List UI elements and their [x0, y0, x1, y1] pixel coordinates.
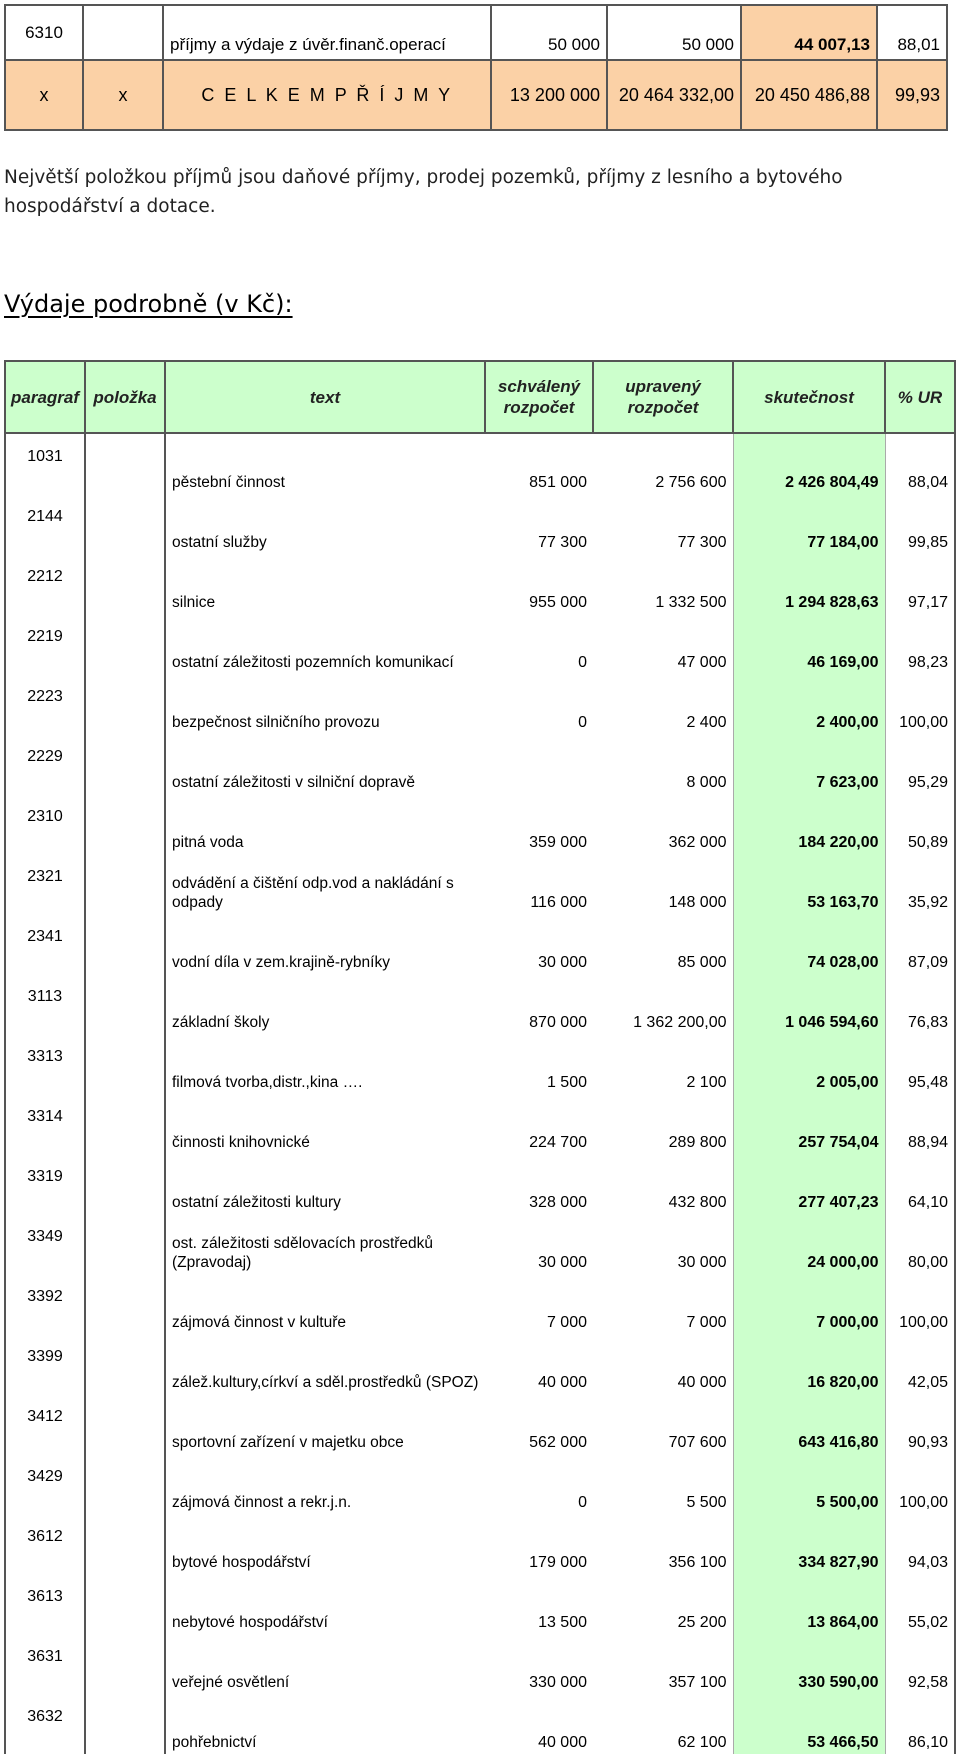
paragraf-cell: 2219: [5, 614, 85, 674]
text-cell: ostatní záležitosti v silniční dopravě: [172, 774, 415, 791]
expense-table: [4, 360, 956, 1754]
approved-budget-cell: 851 000: [529, 474, 587, 491]
polozka-cell: [85, 1574, 165, 1634]
polozka-cell: [85, 1394, 165, 1454]
actual-cell: 13 864,00: [733, 1574, 885, 1634]
text-cell: silnice: [172, 594, 216, 611]
actual-cell: 277 407,23: [733, 1154, 885, 1214]
actual-cell: 53 466,50: [733, 1694, 885, 1754]
text-cell: pitná voda: [172, 834, 244, 851]
polozka-cell: [85, 1334, 165, 1394]
actual-cell: 77 184,00: [733, 494, 885, 554]
total-adjusted-cell: 20 464 332,00: [607, 60, 741, 130]
table-row: [5, 433, 955, 494]
polozka-cell: [85, 1514, 165, 1574]
total-label: C E L K E M P Ř Í J M Y: [163, 60, 491, 130]
percent-cell: 86,10: [885, 1694, 955, 1754]
adjusted-budget-cell: 62 100: [677, 1734, 727, 1751]
text-cell: ostatní služby: [172, 534, 267, 551]
actual-cell: 1 046 594,60: [733, 974, 885, 1034]
polozka-cell: [85, 1634, 165, 1694]
percent-cell: 100,00: [885, 674, 955, 734]
adjusted-budget-cell: 2 756 600: [655, 474, 727, 491]
approved-budget-cell: 7 000: [546, 1314, 587, 1331]
paragraf-cell: 2310: [5, 794, 85, 854]
paragraf-cell: 3113: [5, 974, 85, 1034]
table-row: [5, 1154, 955, 1214]
actual-cell: 7 623,00: [733, 734, 885, 794]
actual-cell: 44 007,13: [741, 5, 877, 60]
text-cell: základní školy: [172, 1014, 270, 1031]
adjusted-budget-cell: 25 200: [677, 1614, 727, 1631]
adjusted-budget-cell: 50 000: [607, 5, 741, 60]
polozka-cell: [85, 734, 165, 794]
actual-cell: 184 220,00: [733, 794, 885, 854]
actual-cell: 46 169,00: [733, 614, 885, 674]
approved-budget-cell: [485, 734, 593, 794]
header-percent: % UR: [885, 361, 955, 433]
total-paragraf-cell: x: [5, 60, 83, 130]
text-cell: činnosti knihovnické: [172, 1134, 310, 1151]
text-cell: vodní díla v zem.krajině-rybníky: [172, 954, 390, 971]
paragraf-cell: 2223: [5, 674, 85, 734]
table-row: [5, 1214, 955, 1274]
table-row: [5, 1694, 955, 1754]
percent-cell: 64,10: [885, 1154, 955, 1214]
adjusted-budget-cell: 30 000: [677, 1254, 727, 1271]
approved-budget-cell: 30 000: [538, 954, 587, 971]
approved-budget-cell: 77 300: [538, 534, 587, 551]
text-cell: ostatní záležitosti pozemních komunikací: [172, 654, 454, 671]
polozka-cell: [85, 614, 165, 674]
adjusted-budget-cell: 362 000: [668, 834, 727, 851]
adjusted-budget-cell: 77 300: [677, 534, 727, 551]
percent-cell: 88,01: [877, 5, 947, 60]
table-row: [5, 554, 955, 614]
actual-cell: 2 400,00: [733, 674, 885, 734]
text-cell: nebytové hospodářství: [172, 1614, 328, 1631]
text-cell: zálež.kultury,církví a sděl.prostředků (SPOZ): [172, 1374, 479, 1391]
text-cell: veřejné osvětlení: [172, 1674, 290, 1691]
paragraf-cell: 2341: [5, 914, 85, 974]
polozka-cell: [85, 1694, 165, 1754]
paragraf-cell: 3392: [5, 1274, 85, 1334]
percent-cell: 76,83: [885, 974, 955, 1034]
polozka-cell: [83, 5, 163, 60]
adjusted-budget-cell: 8 000: [686, 774, 727, 791]
table-row: [5, 1454, 955, 1514]
approved-budget-cell: 330 000: [529, 1674, 587, 1691]
text-cell: zájmová činnost v kultuře: [172, 1314, 347, 1331]
text-cell: ostatní záležitosti kultury: [172, 1194, 341, 1211]
percent-cell: 97,17: [885, 554, 955, 614]
approved-budget-cell: 30 000: [538, 1254, 587, 1271]
paragraf-cell: 3632: [5, 1694, 85, 1754]
percent-cell: 94,03: [885, 1514, 955, 1574]
adjusted-budget-cell: 40 000: [677, 1374, 727, 1391]
header-adjusted-budget: upravený rozpočet: [593, 361, 733, 433]
approved-budget-cell: 1 500: [546, 1074, 587, 1091]
total-approved-cell: 13 200 000: [491, 60, 607, 130]
text-cell: příjmy a výdaje z úvěr.finanč.operací: [163, 5, 491, 60]
adjusted-budget-cell: 356 100: [668, 1554, 727, 1571]
actual-cell: 1 294 828,63: [733, 554, 885, 614]
polozka-cell: [85, 494, 165, 554]
table-row: [5, 854, 955, 914]
polozka-cell: [85, 1214, 165, 1274]
approved-budget-cell: 40 000: [538, 1374, 587, 1391]
percent-cell: 42,05: [885, 1334, 955, 1394]
actual-cell: 2 426 804,49: [733, 433, 885, 494]
table-row: [5, 1514, 955, 1574]
total-percent-cell: 99,93: [877, 60, 947, 130]
text-cell: bezpečnost silničního provozu: [172, 714, 380, 731]
percent-cell: 88,04: [885, 433, 955, 494]
adjusted-budget-cell: 7 000: [686, 1314, 727, 1331]
text-cell: pěstební činnost: [172, 474, 285, 491]
approved-budget-cell: 0: [578, 1494, 587, 1511]
adjusted-budget-cell: 289 800: [668, 1134, 727, 1151]
actual-cell: 5 500,00: [733, 1454, 885, 1514]
percent-cell: 80,00: [885, 1214, 955, 1274]
expense-header-row: [5, 361, 955, 433]
header-paragraf: paragraf: [5, 361, 85, 433]
paragraf-cell: 3613: [5, 1574, 85, 1634]
paragraf-cell: 3412: [5, 1394, 85, 1454]
polozka-cell: [85, 794, 165, 854]
polozka-cell: [85, 433, 165, 494]
approved-budget-cell: 224 700: [529, 1134, 587, 1151]
adjusted-budget-cell: 5 500: [686, 1494, 727, 1511]
income-table: [4, 4, 948, 131]
text-cell: bytové hospodářství: [172, 1554, 311, 1571]
adjusted-budget-cell: 707 600: [668, 1434, 727, 1451]
total-actual-cell: 20 450 486,88: [741, 60, 877, 130]
approved-budget-cell: 116 000: [530, 894, 587, 911]
table-row: [5, 1634, 955, 1694]
summary-paragraph: Největší položkou příjmů jsou daňové příjmy, prodej pozemků, příjmy z lesního a bytového hospodářství a dotace.: [4, 167, 843, 217]
approved-budget-cell: 13 500: [538, 1614, 587, 1631]
percent-cell: 55,02: [885, 1574, 955, 1634]
percent-cell: 99,85: [885, 494, 955, 554]
total-polozka-cell: x: [83, 60, 163, 130]
paragraf-cell: 2229: [5, 734, 85, 794]
text-cell: ost. záležitosti sdělovacích prostředků (Zpravodaj): [172, 1235, 434, 1271]
actual-cell: 24 000,00: [733, 1214, 885, 1274]
header-polozka: položka: [85, 361, 165, 433]
adjusted-budget-cell: 357 100: [668, 1674, 727, 1691]
income-row: [5, 5, 947, 60]
header-text: text: [165, 361, 485, 433]
polozka-cell: [85, 1094, 165, 1154]
approved-budget-cell: 562 000: [529, 1434, 587, 1451]
paragraf-cell: 3399: [5, 1334, 85, 1394]
income-total-row: [5, 60, 947, 130]
percent-cell: 90,93: [885, 1394, 955, 1454]
percent-cell: 98,23: [885, 614, 955, 674]
approved-budget-cell: 50 000: [491, 5, 607, 60]
paragraf-cell: 2144: [5, 494, 85, 554]
approved-budget-cell: 179 000: [529, 1554, 587, 1571]
adjusted-budget-cell: 1 332 500: [655, 594, 727, 611]
paragraf-cell: 2321: [5, 854, 85, 914]
percent-cell: 95,29: [885, 734, 955, 794]
table-row: [5, 1394, 955, 1454]
approved-budget-cell: 40 000: [538, 1734, 587, 1751]
actual-cell: 53 163,70: [733, 854, 885, 914]
polozka-cell: [85, 914, 165, 974]
adjusted-budget-cell: 432 800: [668, 1194, 727, 1211]
adjusted-budget-cell: 2 100: [686, 1074, 727, 1091]
text-cell: pohřebnictví: [172, 1734, 257, 1751]
table-row: [5, 914, 955, 974]
table-row: [5, 1274, 955, 1334]
polozka-cell: [85, 674, 165, 734]
percent-cell: 100,00: [885, 1454, 955, 1514]
text-cell: zájmová činnost a rekr.j.n.: [172, 1494, 352, 1511]
paragraf-cell: 1031: [5, 433, 85, 494]
paragraf-cell: 2212: [5, 554, 85, 614]
adjusted-budget-cell: 2 400: [686, 714, 727, 731]
percent-cell: 35,92: [885, 854, 955, 914]
actual-cell: 330 590,00: [733, 1634, 885, 1694]
approved-budget-cell: 328 000: [529, 1194, 587, 1211]
paragraf-cell: 3631: [5, 1634, 85, 1694]
adjusted-budget-cell: 85 000: [677, 954, 727, 971]
polozka-cell: [85, 1274, 165, 1334]
polozka-cell: [85, 1034, 165, 1094]
adjusted-budget-cell: 47 000: [677, 654, 727, 671]
paragraf-cell: 3313: [5, 1034, 85, 1094]
polozka-cell: [85, 974, 165, 1034]
adjusted-budget-cell: 1 362 200,00: [633, 1014, 727, 1031]
paragraf-cell: 3314: [5, 1094, 85, 1154]
table-row: [5, 494, 955, 554]
actual-cell: 334 827,90: [733, 1514, 885, 1574]
approved-budget-cell: 955 000: [529, 594, 587, 611]
paragraf-cell: 3429: [5, 1454, 85, 1514]
table-row: [5, 1094, 955, 1154]
table-row: [5, 1034, 955, 1094]
percent-cell: 50,89: [885, 794, 955, 854]
percent-cell: 87,09: [885, 914, 955, 974]
header-actual: skutečnost: [733, 361, 885, 433]
actual-cell: 74 028,00: [733, 914, 885, 974]
table-row: [5, 734, 955, 794]
actual-cell: 7 000,00: [733, 1274, 885, 1334]
table-row: [5, 1574, 955, 1634]
paragraf-cell: 3349: [5, 1214, 85, 1274]
text-cell: odvádění a čištění odp.vod a nakládání s odpady: [172, 875, 454, 911]
actual-cell: 16 820,00: [733, 1334, 885, 1394]
text-cell: sportovní zařízení v majetku obce: [172, 1434, 404, 1451]
text-cell: filmová tvorba,distr.,kina ….: [172, 1074, 363, 1091]
section-heading: Výdaje podrobně (v Kč):: [4, 290, 293, 318]
approved-budget-cell: 870 000: [529, 1014, 587, 1031]
percent-cell: 100,00: [885, 1274, 955, 1334]
table-row: [5, 974, 955, 1034]
approved-budget-cell: 359 000: [529, 834, 587, 851]
table-row: [5, 1334, 955, 1394]
table-row: [5, 674, 955, 734]
percent-cell: 92,58: [885, 1634, 955, 1694]
polozka-cell: [85, 854, 165, 914]
percent-cell: 88,94: [885, 1094, 955, 1154]
adjusted-budget-cell: 148 000: [668, 894, 727, 911]
header-approved-budget: schválený rozpočet: [485, 361, 593, 433]
actual-cell: 2 005,00: [733, 1034, 885, 1094]
approved-budget-cell: 0: [578, 654, 587, 671]
paragraf-cell: 3612: [5, 1514, 85, 1574]
polozka-cell: [85, 1454, 165, 1514]
approved-budget-cell: 0: [578, 714, 587, 731]
table-row: [5, 614, 955, 674]
actual-cell: 643 416,80: [733, 1394, 885, 1454]
polozka-cell: [85, 1154, 165, 1214]
paragraf-cell: 6310: [5, 5, 83, 60]
actual-cell: 257 754,04: [733, 1094, 885, 1154]
expense-table-body: [5, 433, 955, 1754]
table-row: [5, 794, 955, 854]
percent-cell: 95,48: [885, 1034, 955, 1094]
paragraf-cell: 3319: [5, 1154, 85, 1214]
polozka-cell: [85, 554, 165, 614]
